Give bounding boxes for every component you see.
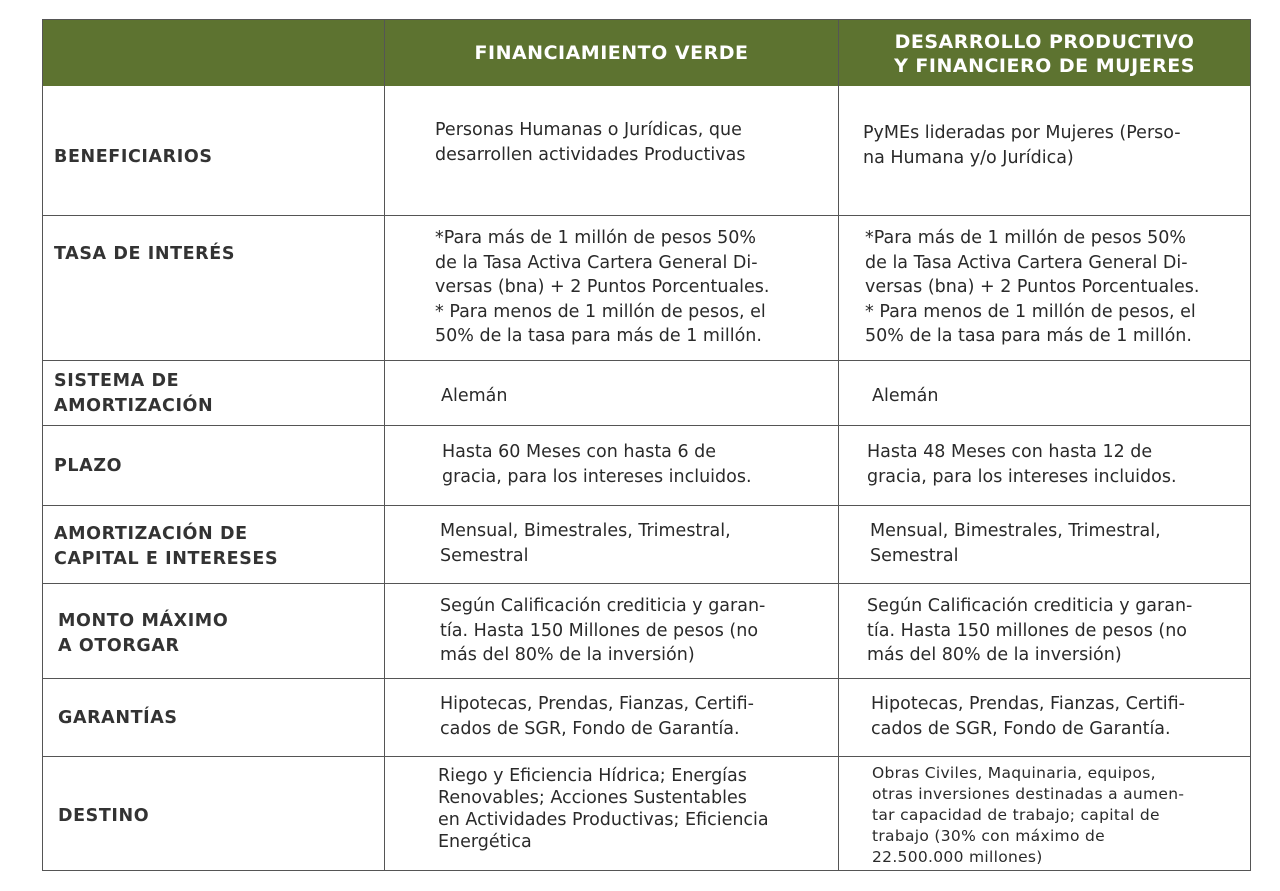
- cell-beneficiarios-verde: Personas Humanas o Jurídicas, que desarrollen actividades Productivas: [435, 120, 746, 165]
- row-label-plazo: PLAZO: [54, 456, 123, 476]
- cell-amortizacion-verde: Mensual, Bimestrales, Trimestral, Semestral: [440, 521, 731, 566]
- cell-plazo-verde: Hasta 60 Meses con hasta 6 de gracia, para los intereses incluidos.: [442, 442, 752, 487]
- cell-monto-mujeres: Según Calificación crediticia y garan- tía. Hasta 150 millones de pesos (no más del 80% de la inversión): [867, 596, 1193, 665]
- row-label-sistema-amortizacion: SISTEMA DE AMORTIZACIÓN: [54, 371, 214, 416]
- cell-tasa-mujeres: *Para más de 1 millón de pesos 50% de la Tasa Activa Cartera General Di- versas (bna) + 2 Puntos Porcentuales. * Para menos de 1 millón de pesos, el 50% de la tasa para más de 1 millón.: [865, 228, 1200, 346]
- cell-garantias-verde: Hipotecas, Prendas, Fianzas, Certifi- cados de SGR, Fondo de Garantía.: [440, 694, 754, 739]
- header-financiamiento-verde: FINANCIAMIENTO VERDE: [474, 42, 749, 64]
- cell-sistema-mujeres: Alemán: [872, 386, 939, 406]
- cell-tasa-verde: *Para más de 1 millón de pesos 50% de la Tasa Activa Cartera General Di- versas (bna) + 2 Puntos Porcentuales. * Para menos de 1 millón de pesos, el 50% de la tasa para más de 1 millón.: [435, 228, 770, 346]
- row-label-garantias: GARANTÍAS: [58, 708, 178, 728]
- cell-amortizacion-mujeres: Mensual, Bimestrales, Trimestral, Semestral: [870, 521, 1161, 566]
- header-desarrollo-mujeres: DESARROLLO PRODUCTIVO Y FINANCIERO DE MUJERES: [894, 31, 1195, 77]
- cell-destino-mujeres: Obras Civiles, Maquinaria, equipos, otras inversiones destinadas a aumen- tar capacidad de trabajo; capital de trabajo (30% con máximo de 22.500.000 millones): [872, 764, 1185, 866]
- cell-garantias-mujeres: Hipotecas, Prendas, Fianzas, Certifi- cados de SGR, Fondo de Garantía.: [871, 694, 1185, 739]
- row-label-monto-maximo: MONTO MÁXIMO A OTORGAR: [58, 611, 229, 656]
- row-label-beneficiarios: BENEFICIARIOS: [54, 147, 213, 167]
- cell-beneficiarios-mujeres: PyMEs lideradas por Mujeres (Perso- na Humana y/o Jurídica): [863, 123, 1181, 168]
- row-label-tasa-de-interes: TASA DE INTERÉS: [54, 244, 236, 264]
- cell-plazo-mujeres: Hasta 48 Meses con hasta 12 de gracia, para los intereses incluidos.: [867, 442, 1177, 487]
- cell-monto-verde: Según Calificación crediticia y garan- tía. Hasta 150 Millones de pesos (no más del 80% de la inversión): [440, 596, 766, 665]
- cell-destino-verde: Riego y Eficiencia Hídrica; Energías Renovables; Acciones Sustentables en Actividades Productivas; Eficiencia Energética: [438, 766, 769, 852]
- row-label-destino: DESTINO: [58, 806, 150, 826]
- row-label-amortizacion-capital: AMORTIZACIÓN DE CAPITAL E INTERESES: [54, 524, 279, 569]
- cell-sistema-verde: Alemán: [441, 386, 508, 406]
